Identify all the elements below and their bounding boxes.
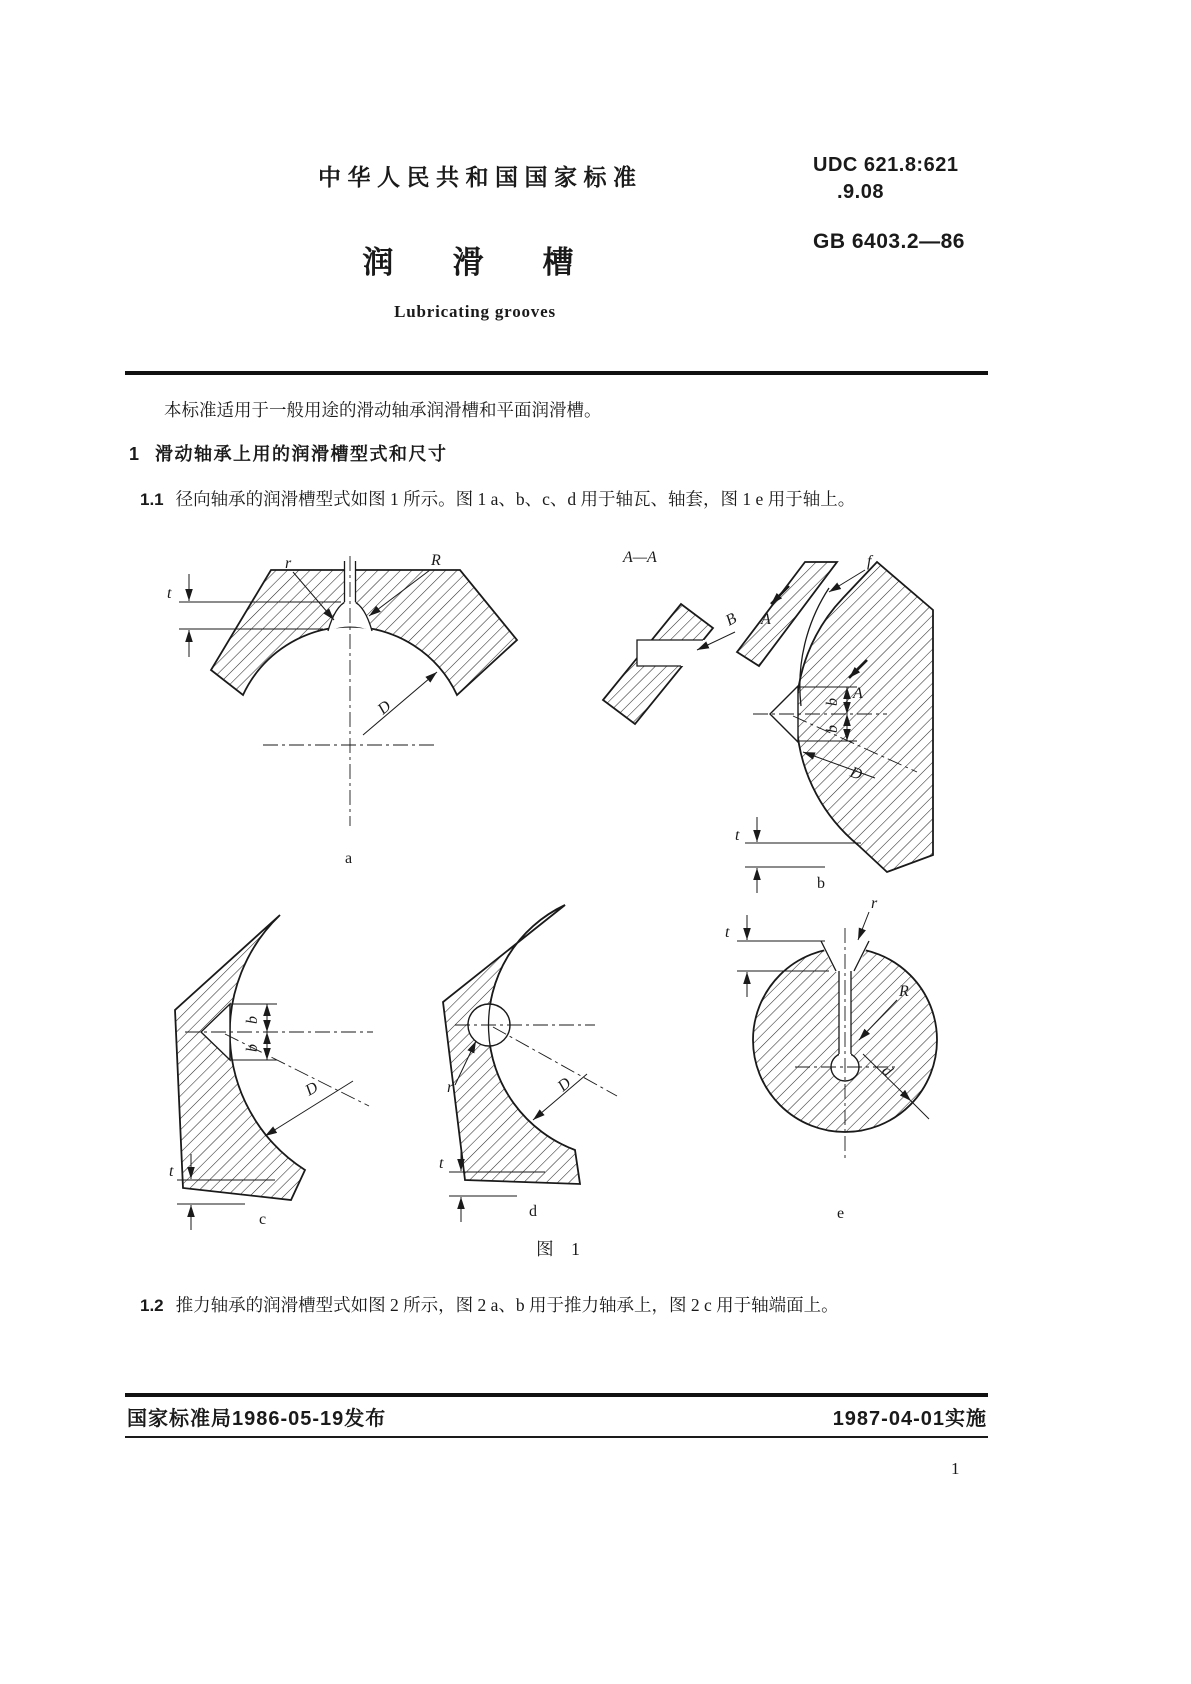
dim-label-R: R xyxy=(431,552,441,569)
bearing-shell-material xyxy=(443,905,580,1184)
section-1-2-text: 推力轴承的润滑槽型式如图 2 所示，图 2 a、b 用于推力轴承上，图 2 c 用于轴端面上。 xyxy=(175,1295,839,1315)
figure-1-caption: 图 1 xyxy=(536,1239,580,1259)
section-1-1-text: 径向轴承的润滑槽型式如图 1 所示。图 1 a、b、c、d 用于轴瓦、轴套，图 1 e 用于轴上。 xyxy=(175,489,856,509)
figure-1d xyxy=(439,905,617,1222)
dim-label-t2: t xyxy=(735,827,740,844)
footer-divider-heavy xyxy=(125,1393,988,1397)
dim-label-r3: r xyxy=(871,895,878,912)
bearing-shell-material xyxy=(211,570,517,695)
section-1-2-number: 1.2 xyxy=(140,1296,164,1315)
dim-label-b2: b xyxy=(824,725,841,733)
dim-label-r: r xyxy=(285,555,292,572)
figure-1-section-AA xyxy=(603,549,740,724)
figure-1-drawings xyxy=(125,540,991,1230)
scope-paragraph: 本标准适用于一般用途的滑动轴承润滑槽和平面润滑槽。 xyxy=(164,400,602,420)
dim-label-D4: D xyxy=(554,1074,575,1096)
page-number: 1 xyxy=(951,1459,960,1478)
section-1-2-paragraph xyxy=(140,1292,839,1317)
figure-1b xyxy=(735,553,933,893)
udc-number xyxy=(813,152,958,206)
dim-label-f: f xyxy=(867,553,872,570)
section-1-1-paragraph xyxy=(140,486,855,511)
dim-label-d: d xyxy=(878,1062,896,1081)
figure-1c-label: c xyxy=(259,1211,267,1228)
dim-label-t3: t xyxy=(169,1163,174,1180)
dim-label-t4: t xyxy=(439,1155,444,1172)
document-title: 润 滑 槽 xyxy=(362,245,588,280)
figure-1a-label: a xyxy=(345,850,353,867)
section-arrow-label-A: A xyxy=(761,611,771,628)
dim-label-r2: r xyxy=(447,1079,454,1096)
dim-label-D: D xyxy=(374,697,395,719)
dim-label-D2: D xyxy=(847,763,865,784)
udc-line1: UDC 621.8:621 xyxy=(813,154,959,176)
footer-implemented: 1987-04-01实施 xyxy=(832,1408,987,1430)
dim-label-t5: t xyxy=(725,924,730,941)
bearing-shell-material xyxy=(175,915,305,1200)
section-1-title: 滑动轴承上用的润滑槽型式和尺寸 xyxy=(155,444,448,464)
dim-label-t: t xyxy=(167,585,172,602)
document-subtitle: Lubricating grooves xyxy=(394,302,556,321)
figure-1b-label: b xyxy=(817,875,825,892)
section-1-heading xyxy=(129,440,448,466)
section-1-number: 1 xyxy=(129,444,140,464)
header-divider xyxy=(125,371,988,375)
dim-label-D3: D xyxy=(302,1078,322,1100)
standard-number: GB 6403.2—86 xyxy=(813,230,965,253)
figure-1e xyxy=(725,895,937,1222)
section-groove xyxy=(637,640,710,666)
dim-label-b4: b xyxy=(244,1044,261,1052)
dim-label-b: b xyxy=(824,698,841,706)
figure-1c xyxy=(169,915,373,1230)
figure-1a xyxy=(167,552,517,867)
dim-label-B: B xyxy=(722,609,740,630)
section-arrow-label-A2: A xyxy=(853,685,863,702)
footer-divider-thin xyxy=(125,1436,988,1438)
standard-org-title: 中华人民共和国国家标准 xyxy=(318,164,643,190)
figure-1e-label: e xyxy=(837,1205,845,1222)
section-1-1-number: 1.1 xyxy=(140,490,164,509)
dim-label-R2: R xyxy=(899,983,909,1000)
dim-label-b3: b xyxy=(244,1016,261,1024)
footer-issued-by: 国家标准局1986-05-19发布 xyxy=(127,1408,387,1430)
udc-line2: .9.08 xyxy=(837,181,884,203)
section-AA-label: A—A xyxy=(623,549,657,566)
figure-1d-label: d xyxy=(529,1203,537,1220)
